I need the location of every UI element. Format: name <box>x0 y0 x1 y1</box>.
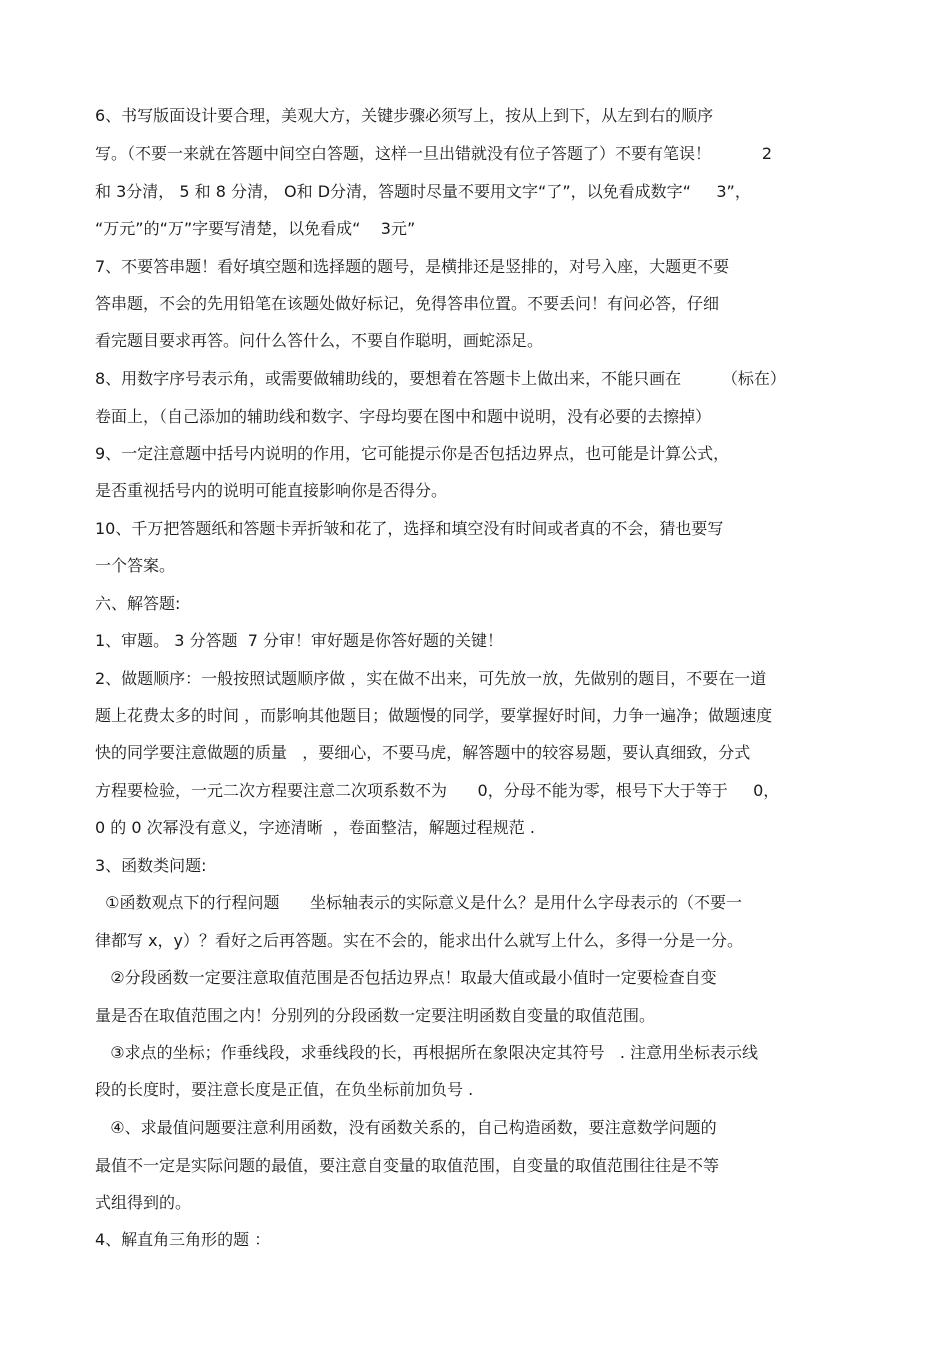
text-line: 8、用数字序号表示角，或需要做辅助线的，要想着在答题卡上做出来，不能只画在 （标在） <box>95 369 786 388</box>
text-line: ③求点的坐标；作垂线段，求垂线段的长，再根据所在象限决定其符号 . 注意用坐标表示线 <box>95 1043 759 1062</box>
text-line: 和 3分清， 5 和 8 分清， O和 D分清，答题时尽量不要用文字“了”，以免看成数字“ 3”， <box>95 182 751 201</box>
text-line: 看完题目要求再答。问什么答什么，不要自作聪明，画蛇添足。 <box>95 331 544 350</box>
text-line: 答串题，不会的先用铅笔在该题处做好标记，免得答串位置。不要丢问！有问必答，仔细 <box>95 294 720 313</box>
text-line: 律都写 x，y）？看好之后再答题。实在不会的，能求出什么就写上什么，多得一分是一分。 <box>95 931 744 950</box>
subsection-heading: 4、解直角三角形的题 ： <box>95 1230 271 1249</box>
subsection-heading: 3、函数类问题: <box>95 856 207 875</box>
text-line: 写。（不要一来就在答题中间空白答题，这样一旦出错就没有位子答题了）不要有笔误！ 2 <box>95 144 773 163</box>
text-line: 卷面上，（自己添加的辅助线和数字、字母均要在图中和题中说明，没有必要的去擦掉） <box>95 407 712 426</box>
section-heading: 六、解答题: <box>95 594 181 613</box>
text-line: 6、书写版面设计要合理，美观大方，关键步骤必须写上，按从上到下，从左到右的顺序 <box>95 106 714 125</box>
text-line: 式组得到的。 <box>95 1193 192 1212</box>
text-line: 10、千万把答题纸和答题卡弄折皱和花了，选择和填空没有时间或者真的不会，猜也要写 <box>95 519 724 538</box>
text-line: ②分段函数一定要注意取值范围是否包括边界点！取最大值或最小值时一定要检查自变 <box>95 968 717 987</box>
text-line: 量是否在取值范围之内！分别列的分段函数一定要注明函数自变量的取值范围。 <box>95 1006 656 1025</box>
text-line: 方程要检验，一元二次方程要注意二次项系数不为 0，分母不能为零，根号下大于等于 0， <box>95 781 780 800</box>
text-line: ①函数观点下的行程问题 坐标轴表示的实际意义是什么？是用什么字母表示的（不要一 <box>95 893 743 912</box>
text-line: 2、做题顺序：一般按照试题顺序做 ，实在做不出来，可先放一放，先做别的题目，不要在一道 <box>95 669 767 688</box>
text-line: “万元”的“万”字要写清楚，以免看成“ 3元” <box>95 219 416 238</box>
text-line: ④、求最值问题要注意利用函数，没有函数关系的，自己构造函数，要注意数学问题的 <box>95 1118 717 1137</box>
text-line: 最值不一定是实际问题的最值，要注意自变量的取值范围，自变量的取值范围往往是不等 <box>95 1156 720 1175</box>
text-line: 1、审题。 3 分答题 7 分审！审好题是你答好题的关键！ <box>95 631 503 650</box>
text-line: 7、不要答串题！看好填空题和选择题的题号，是横排还是竖排的，对号入座，大题更不要 <box>95 257 730 276</box>
text-line: 是否重视括号内的说明可能直接影响你是否得分。 <box>95 481 448 500</box>
text-line: 9、一定注意题中括号内说明的作用，它可能提示你是否包括边界点，也可能是计算公式， <box>95 444 730 463</box>
text-line: 题上花费太多的时间 ，而影响其他题目；做题慢的同学，要掌握好时间，力争一遍净；做题速度 <box>95 706 773 725</box>
text-line: 段的长度时，要注意长度是正值，在负坐标前加负号 . <box>95 1080 474 1099</box>
text-line: 快的同学要注意做题的质量 ，要细心，不要马虎，解答题中的较容易题，要认真细致，分式 <box>95 743 751 762</box>
text-line: 一个答案。 <box>95 556 176 575</box>
text-line: 0 的 0 次幂没有意义，字迹清晰 ，卷面整洁，解题过程规范 . <box>95 818 535 837</box>
